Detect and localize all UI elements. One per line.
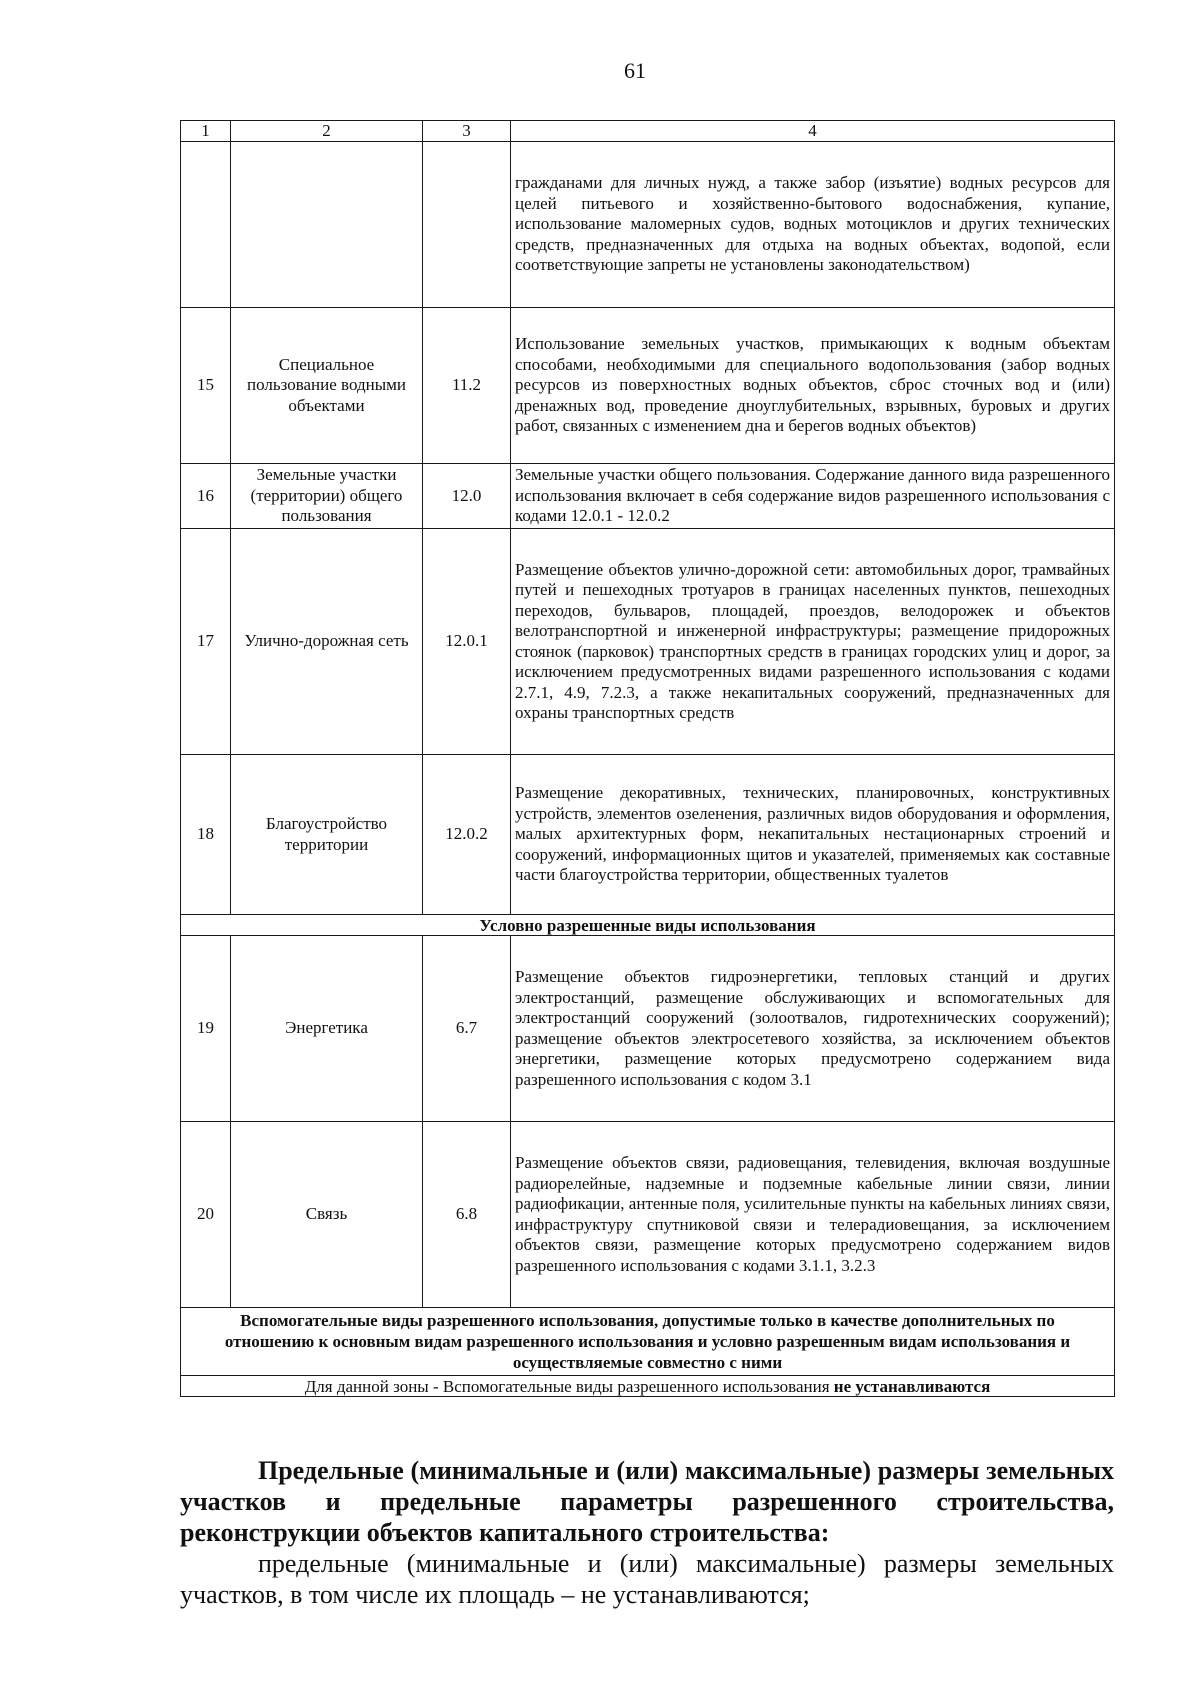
auxiliary-section-title: Вспомогательные виды разрешенного использования, допустимые только в качестве дополнительных по отношению к основным видам разрешенного использования и условно разрешенным видам использования и осуществляемые совместно с ними bbox=[181, 1308, 1115, 1376]
use-type-name: Энергетика bbox=[231, 936, 423, 1122]
limits-section bbox=[180, 1455, 1114, 1610]
use-type-description: Размещение объектов гидроэнергетики, тепловых станций и других электростанций, размещение обслуживающих и вспомогательных для электростанций сооружений (золоотвалов, гидротехнических сооружений); размещение объектов электросетевого хозяйства, за исключением объектов энергетики, размещение которых предусмотрено содержанием вида разрешенного использования с кодом 3.1 bbox=[511, 936, 1115, 1122]
auxiliary-section-row bbox=[181, 1308, 1115, 1376]
page-number: 61 bbox=[624, 58, 646, 83]
use-type-name: Земельные участки (территории) общего пользования bbox=[231, 464, 423, 529]
use-type-code: 12.0.2 bbox=[423, 755, 511, 915]
use-type-description: Использование земельных участков, примыкающих к водным объектам способами, необходимыми для специального водопользования (забор водных ресурсов из поверхностных водных объектов, сброс сточных вод и (или) дренажных вод, проведение дноуглубительных, взрывных, буровых и других работ, связанных с изменением дна и берегов водных объектов) bbox=[511, 308, 1115, 464]
use-type-code: 6.8 bbox=[423, 1122, 511, 1308]
use-type-code: 6.7 bbox=[423, 936, 511, 1122]
permitted-use-table bbox=[180, 120, 1115, 1397]
use-type-code: 12.0.1 bbox=[423, 529, 511, 755]
row-number: 15 bbox=[181, 308, 231, 464]
limits-paragraph: предельные (минимальные и (или) максимальные) размеры земельных участков, в том числе их площадь – не устанавливаются; bbox=[180, 1549, 1114, 1609]
use-type-description: Земельные участки общего пользования. Содержание данного вида разрешенного использования включает в себя содержание видов разрешенного использования с кодами 12.0.1 - 12.0.2 bbox=[511, 464, 1115, 529]
use-type-description: Размещение декоративных, технических, планировочных, конструктивных устройств, элементов озеленения, различных видов оборудования и оформления, малых архитектурных форм, некапитальных нестационарных строений и сооружений, информационных щитов и указателей, применяемых как составные части благоустройства территории, общественных туалетов bbox=[511, 755, 1115, 915]
conditional-section-row bbox=[181, 915, 1115, 936]
use-type-name: Специальное пользование водными объектами bbox=[231, 308, 423, 464]
row-number: 19 bbox=[181, 936, 231, 1122]
table-row bbox=[181, 755, 1115, 915]
row-number: 20 bbox=[181, 1122, 231, 1308]
column-header: 1 bbox=[181, 121, 231, 142]
row-number: 17 bbox=[181, 529, 231, 755]
use-type-code: 11.2 bbox=[423, 308, 511, 464]
column-header: 2 bbox=[231, 121, 423, 142]
use-type-name: Связь bbox=[231, 1122, 423, 1308]
table-header-row bbox=[181, 121, 1115, 142]
conditional-section-title: Условно разрешенные виды использования bbox=[181, 915, 1115, 936]
table-row bbox=[181, 936, 1115, 1122]
row-number: 16 bbox=[181, 464, 231, 529]
use-type-name: Благоустройство территории bbox=[231, 755, 423, 915]
column-header: 4 bbox=[511, 121, 1115, 142]
row-number bbox=[181, 142, 231, 308]
auxiliary-note-status: не устанавливаются bbox=[833, 1376, 991, 1396]
table-row bbox=[181, 308, 1115, 464]
auxiliary-note-row bbox=[181, 1376, 1115, 1397]
auxiliary-note-text: Для данной зоны - Вспомогательные виды разрешенного использования bbox=[304, 1376, 834, 1396]
table-row bbox=[181, 1122, 1115, 1308]
use-type-description: гражданами для личных нужд, а также забор (изъятие) водных ресурсов для целей питьевого и хозяйственно-бытового водоснабжения, купание, использование маломерных судов, водных мотоциклов и других технических средств, предназначенных для отдыха на водных объектах, водопой, если соответствующие запреты не установлены законодательством) bbox=[511, 142, 1115, 308]
table-row bbox=[181, 142, 1115, 308]
row-number: 18 bbox=[181, 755, 231, 915]
table-row bbox=[181, 464, 1115, 529]
limits-heading: Предельные (минимальные и (или) максимальные) размеры земельных участков и предельные параметры разрешенного строительства, реконструкции объектов капитального строительства: bbox=[180, 1456, 1114, 1547]
use-type-name: Улично-дорожная сеть bbox=[231, 529, 423, 755]
use-type-name bbox=[231, 142, 423, 308]
use-type-code bbox=[423, 142, 511, 308]
column-header: 3 bbox=[423, 121, 511, 142]
use-type-description: Размещение объектов связи, радиовещания, телевидения, включая воздушные радиорелейные, надземные и подземные кабельные линии связи, линии радиофикации, антенные поля, усилительные пункты на кабельных линиях связи, инфраструктуру спутниковой связи и телерадиовещания, за исключением объектов связи, размещение которых предусмотрено содержанием видов разрешенного использования с кодами 3.1.1, 3.2.3 bbox=[511, 1122, 1115, 1308]
use-type-code: 12.0 bbox=[423, 464, 511, 529]
table-row bbox=[181, 529, 1115, 755]
use-type-description: Размещение объектов улично-дорожной сети: автомобильных дорог, трамвайных путей и пешеходных тротуаров в границах населенных пунктов, пешеходных переходов, бульваров, площадей, проездов, велодорожек и объектов велотранспортной и инженерной инфраструктуры; размещение придорожных стоянок (парковок) транспортных средств в границах городских улиц и дорог, за исключением предусмотренных видами разрешенного использования с кодами 2.7.1, 4.9, 7.2.3, а также некапитальных сооружений, предназначенных для охраны транспортных средств bbox=[511, 529, 1115, 755]
auxiliary-note bbox=[181, 1376, 1115, 1397]
